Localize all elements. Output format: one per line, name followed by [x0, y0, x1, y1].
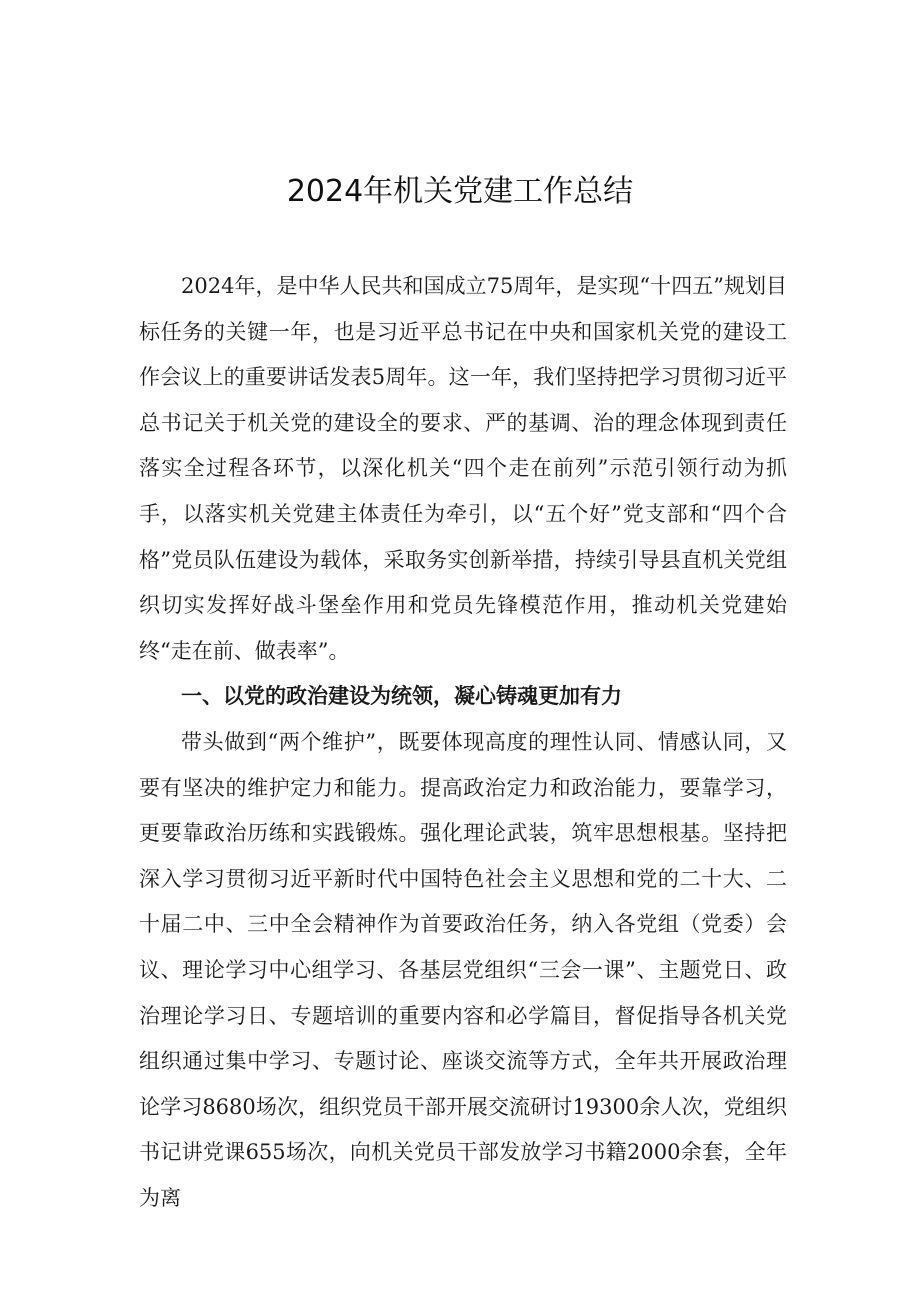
document-body — [139, 264, 787, 1221]
section-heading: 一、以党的政治建设为统领，凝心铸魂更加有力 — [181, 684, 622, 709]
intro-paragraph: 2024年，是中华人民共和国成立75周年，是实现“十四五”规划目标任务的关键一年，也是习近平总书记在中央和国家机关党的建设工作会议上的重要讲话发表5周年。这一年，我们坚持把学习贯彻习近平总书记关于机关党的建设全的要求、严的基调、治的理念体现到责任落实全过程各环节，以深化机关“四个走在前列”示范引领行动为抓手，以落实机关党建主体责任为牵引，以“五个好”党支部和“四个合格”党员队伍建设为载体，采取务实创新举措，持续引导县直机关党组织切实发挥好战斗堡垒作用和党员先锋模范作用，推动机关党建始终“走在前、做表率”。 — [139, 274, 787, 663]
document-title: 2024年机关党建工作总结 — [286, 174, 634, 209]
section-paragraph: 带头做到“两个维护”，既要体现高度的理性认同、情感认同，又要有坚决的维护定力和能力。提高政治定力和政治能力，要靠学习，更要靠政治历练和实践锻炼。强化理论武装，筑牢思想根基。坚持把深入学习贯彻习近平新时代中国特色社会主义思想和党的二十大、二十届二中、三中全会精神作为首要政治任务，纳入各党组（党委）会议、理论学习中心组学习、各基层党组织“三会一课”、主题党日、政治理论学习日、专题培训的重要内容和必学篇目，督促指导各机关党组织通过集中学习、专题讨论、座谈交流等方式，全年共开展政治理论学习8680场次，组织党员干部开展交流研讨19300余人次，党组织书记讲党课655场次，向机关党员干部发放学习书籍2000余套，全年为离 — [139, 729, 787, 1210]
